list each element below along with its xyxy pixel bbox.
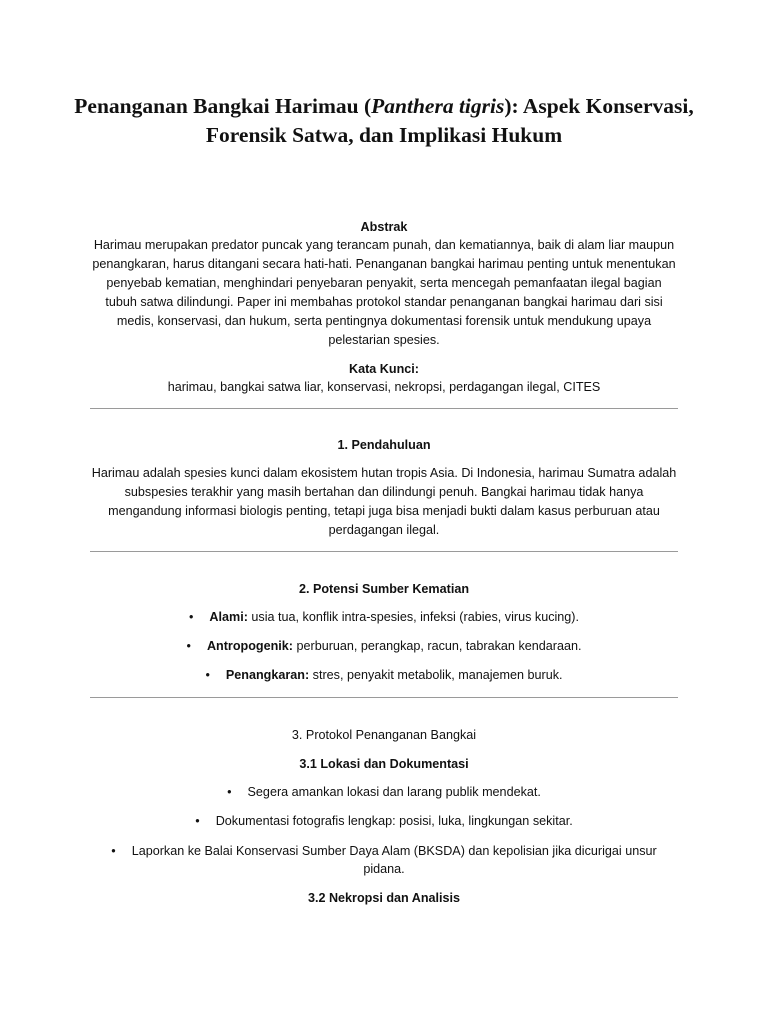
bullet-icon: • [195,814,200,828]
list-item [90,842,678,861]
subsection32-heading: 3.2 Nekropsi dan Analisis [307,891,461,905]
abstract-line: penyebab kematian, menghindari penyebaran penyakit, serta mencegah pemanfaatan ilegal bagian [106,276,662,290]
paper-title [60,92,708,150]
section1-line: mengandung informasi biologis penting, tetapi juga bisa menjadi bukti dalam kasus perburuan atau [108,504,660,518]
section1-line: Harimau adalah spesies kunci dalam ekosistem hutan tropis Asia. Di Indonesia, harimau Sumatra adalah [91,466,677,480]
list-item-continuation: pidana. [363,862,405,876]
abstract-line: Harimau merupakan predator puncak yang terancam punah, dan kematiannya, baik di alam liar maupun [93,238,675,252]
title-part2: ): Aspek Konservasi, Forensik Satwa, dan Implikasi Hukum [205,94,694,147]
section2-heading: 2. Potensi Sumber Kematian [298,582,470,596]
bullet-icon: • [189,610,194,624]
keywords-text: harimau, bangkai satwa liar, konservasi, nekropsi, perdagangan ilegal, CITES [167,380,601,394]
subsection31-heading: 3.1 Lokasi dan Dokumentasi [299,757,469,771]
title-species: Panthera tigris [371,94,505,118]
abstract-line: penangkaran, harus ditangani secara hati-hati. Penanganan bangkai harimau penting untuk menentukan [92,257,676,271]
section-divider [90,408,678,409]
bullet-icon: • [205,668,210,682]
list-item [90,812,678,831]
section1-heading: 1. Pendahuluan [337,438,431,452]
abstract-heading: Abstrak [360,220,408,234]
list-item-text: usia tua, konflik intra-spesies, infeksi (rabies, virus kucing). [247,610,579,624]
title-part1: Penanganan Bangkai Harimau ( [74,94,372,118]
list-item-label: Alami: [209,610,248,624]
list-item [90,783,678,802]
section3-heading: 3. Protokol Penanganan Bangkai [291,728,477,742]
list-item-label: Penangkaran: [225,668,310,682]
list-item-text: perburuan, perangkap, racun, tabrakan kendaraan. [293,639,582,653]
list-item-label: Antropogenik: [206,639,293,653]
section1-line: subspesies terakhir yang masih bertahan dan dilindungi penuh. Bangkai harimau tidak hanya [124,485,644,499]
list-item-text: Segera amankan lokasi dan larang publik mendekat. [247,785,541,799]
abstract-line: pelestarian spesies. [328,333,440,347]
section-divider [90,551,678,552]
list-item-text: Dokumentasi fotografis lengkap: posisi, luka, lingkungan sekitar. [215,814,573,828]
list-item [90,608,678,627]
bullet-icon: • [186,639,191,653]
list-item-text: stres, penyakit metabolik, manajemen buruk. [309,668,563,682]
keywords-heading: Kata Kunci: [349,362,419,376]
abstract-body [90,236,678,350]
bullet-icon: • [227,785,232,799]
list-item [90,637,678,656]
abstract-line: tubuh satwa dilindungi. Paper ini membahas protokol standar penanganan bangkai harimau dari sisi [105,295,663,309]
bullet-icon: • [111,844,116,858]
list-item [90,666,678,685]
abstract-line: medis, konservasi, dan hukum, serta pentingnya dokumentasi forensik untuk mendukung upaya [116,314,652,328]
section-divider [90,697,678,698]
section1-body [90,464,678,540]
section1-line: perdagangan ilegal. [328,523,440,537]
list-item-text: Laporkan ke Balai Konservasi Sumber Daya Alam (BKSDA) dan kepolisian jika dicurigai unsur [131,844,657,858]
